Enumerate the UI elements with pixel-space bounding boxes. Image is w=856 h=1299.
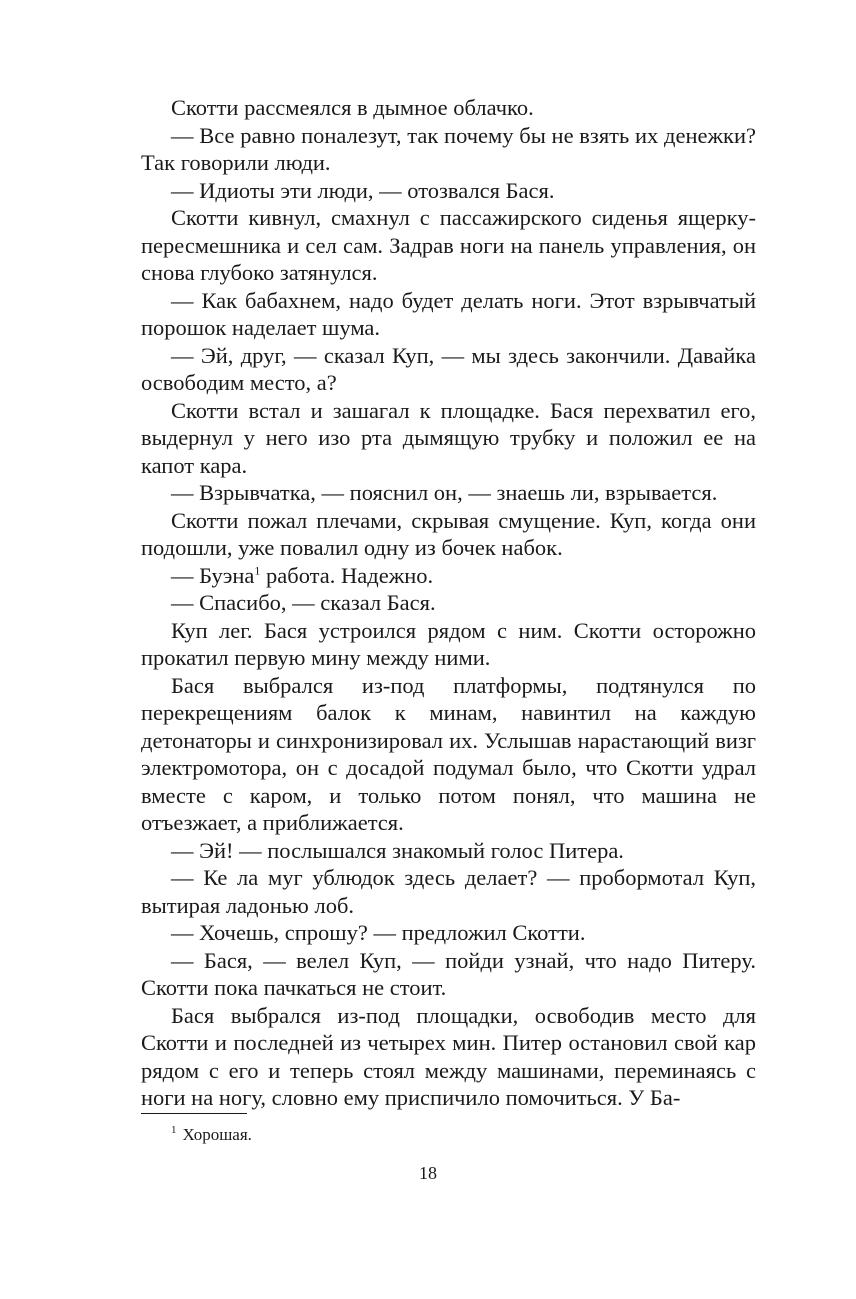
- paragraph: — Спасибо, — сказал Бася.: [171, 590, 436, 615]
- paragraph: — Ке ла муг ублюдок здесь делает? — пробормотал Куп, вытирая ладонью лоб.: [141, 865, 756, 918]
- footnote-divider: [141, 1113, 247, 1114]
- footnote-number: 1: [171, 1124, 177, 1137]
- page-text: [141, 94, 756, 1112]
- paragraph-text: — Буэна: [171, 562, 255, 588]
- paragraph: Скотти кивнул, смахнул с пассажирского сиденья ящерку-пересмешника и сел сам. Задрав ноги на панель управления, он снова глубоко затянулся.: [141, 205, 756, 285]
- paragraph-with-footnote: [141, 562, 756, 590]
- paragraph: — Все равно поналезут, так почему бы не взять их денежки? Так говорили люди.: [141, 122, 756, 175]
- paragraph: — Хочешь, спрошу? — предложил Скотти.: [171, 920, 586, 945]
- footnote-reference[interactable]: 1: [254, 563, 261, 577]
- paragraph: Куп лег. Бася устроился рядом с ним. Скотти осторожно прокатил первую мину между ними.: [141, 617, 756, 670]
- paragraph: Скотти встал и зашагал к площадке. Бася перехватил его, выдернул у него изо рта дымящую трубку и положил ее на капот кара.: [141, 397, 756, 478]
- paragraph: Скотти рассмеялся в дымное облачко.: [171, 95, 534, 120]
- paragraph: — Идиоты эти люди, — отозвался Бася.: [171, 177, 555, 203]
- paragraph: — Эй! — послышался знакомый голос Питера.: [171, 837, 624, 863]
- paragraph: Бася выбрался из-под площадки, освободив место для Скотти и последней из четырех мин. Питер остановил свой кар рядом с его и теперь стоял между машинами, переминаясь с ноги на ногу, словно ему приспичило помочиться. У Ба-: [141, 1002, 756, 1110]
- footnote-text: Хорошая.: [182, 1125, 252, 1144]
- paragraph: Бася выбрался из-под платформы, подтянулся по перекрещениям балок к минам, навинтил на каждую детонаторы и синхронизировал их. Услышав нарастающий визг электромотора, он с досадой подумал было, что Скотти удрал вместе с каром, и только потом понял, что машина не отъезжает, а приближается.: [141, 672, 756, 835]
- page-number: 18: [419, 1163, 437, 1183]
- paragraph: — Взрывчатка, — пояснил он, — знаешь ли, взрывается.: [171, 480, 718, 505]
- paragraph: — Эй, друг, — сказал Куп, — мы здесь закончили. Давайка освободим место, а?: [141, 342, 756, 395]
- paragraph: — Бася, — велел Куп, — пойди узнай, что надо Питеру. Скотти пока пачкаться не стоит.: [141, 947, 756, 1000]
- paragraph-text: работа. Надежно.: [260, 562, 434, 588]
- paragraph: Скотти пожал плечами, скрывая смущение. Куп, когда они подошли, уже повалил одну из бочек набок.: [141, 507, 756, 560]
- paragraph: — Как бабахнем, надо будет делать ноги. Этот взрывчатый порошок наделает шума.: [141, 287, 756, 340]
- footnote: [171, 1124, 252, 1146]
